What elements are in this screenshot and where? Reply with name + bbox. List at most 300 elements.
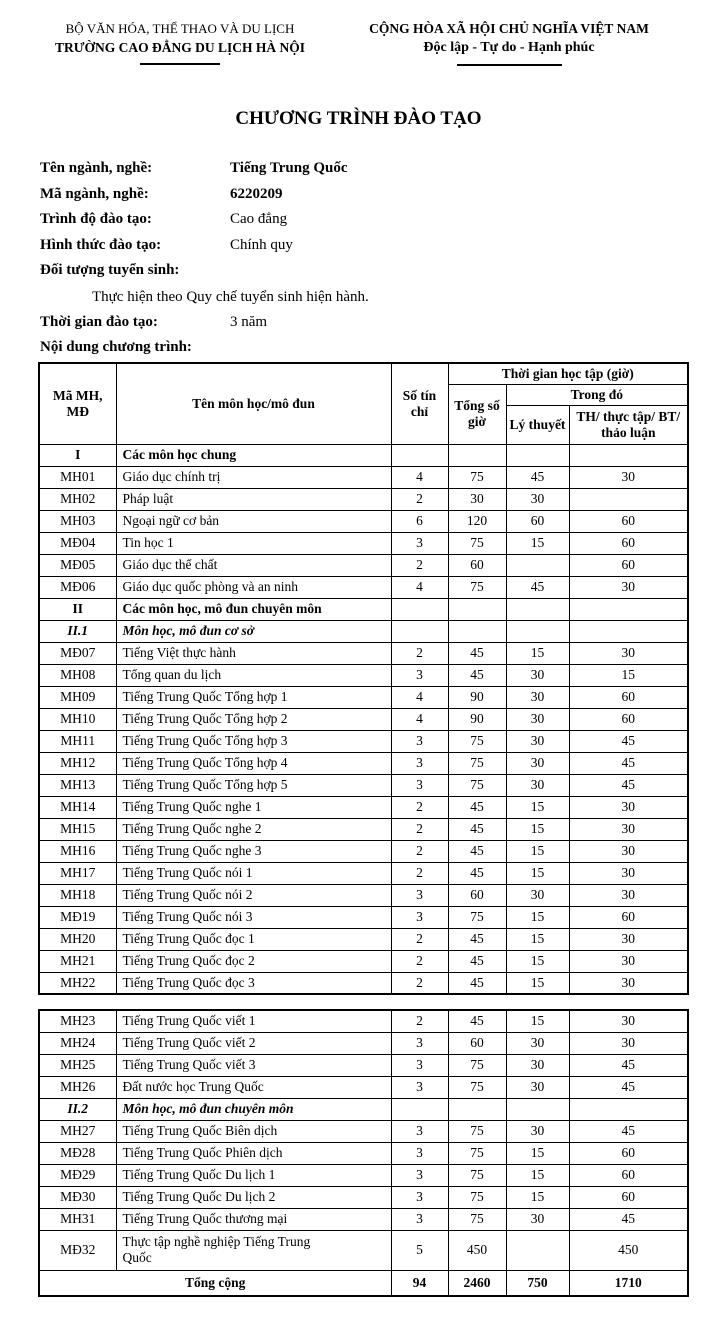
cell-code: MĐ05: [39, 554, 116, 576]
cell-name: Tiếng Trung Quốc Tổng hợp 3: [116, 730, 391, 752]
cell-practice: 30: [569, 972, 688, 994]
cell-name: Tiếng Trung Quốc Du lịch 1: [116, 1164, 391, 1186]
table-row: [39, 906, 688, 928]
cell-credits: 3: [391, 1120, 448, 1142]
meta-line: [40, 233, 690, 259]
cell-total: 75: [448, 466, 506, 488]
table-row: [39, 642, 688, 664]
cell-total: 45: [448, 840, 506, 862]
cell-total: [448, 444, 506, 466]
cell-name: Tiếng Trung Quốc nghe 3: [116, 840, 391, 862]
cell-total: 75: [448, 752, 506, 774]
cell-theory: 15: [506, 1010, 569, 1032]
cell-practice: 60: [569, 510, 688, 532]
cell-name: Tiếng Trung Quốc nói 2: [116, 884, 391, 906]
cell-name: Tổng quan du lịch: [116, 664, 391, 686]
cell-practice: 30: [569, 950, 688, 972]
cell-total: 75: [448, 774, 506, 796]
cell-credits: 2: [391, 862, 448, 884]
cell-theory: 30: [506, 884, 569, 906]
cell-total: 75: [448, 730, 506, 752]
cell-total: 45: [448, 972, 506, 994]
cell-code: MH12: [39, 752, 116, 774]
cell-total: 75: [448, 576, 506, 598]
cell-code: MH14: [39, 796, 116, 818]
cell-code: MH16: [39, 840, 116, 862]
cell-theory: [506, 444, 569, 466]
cell-theory: [506, 620, 569, 642]
cell-code: MĐ07: [39, 642, 116, 664]
table-row: [39, 1142, 688, 1164]
cell-practice: 30: [569, 1010, 688, 1032]
cell-practice: 60: [569, 1164, 688, 1186]
col-header-time-group: Thời gian học tập (giờ): [448, 363, 688, 384]
table-row: [39, 1230, 688, 1270]
cell-code: II.1: [39, 620, 116, 642]
table-row: [39, 1164, 688, 1186]
cell-theory: 30: [506, 664, 569, 686]
cell-name: Môn học, mô đun cơ sở: [116, 620, 391, 642]
meta-line: [40, 156, 690, 182]
cell-credits: 3: [391, 906, 448, 928]
cell-practice: 15: [569, 664, 688, 686]
col-header-theory: Lý thuyết: [506, 405, 569, 444]
cell-code: MĐ29: [39, 1164, 116, 1186]
cell-practice: [569, 598, 688, 620]
cell-credits: [391, 598, 448, 620]
cell-theory: 45: [506, 576, 569, 598]
cell-code: MH08: [39, 664, 116, 686]
table-row: [39, 708, 688, 730]
cell-code: MH18: [39, 884, 116, 906]
cell-name: Các môn học chung: [116, 444, 391, 466]
cell-name: Giáo dục thể chất: [116, 554, 391, 576]
curriculum-table-part2: [38, 1009, 689, 1297]
cell-code: MH31: [39, 1208, 116, 1230]
table-row: [39, 818, 688, 840]
cell-name: Tin học 1: [116, 532, 391, 554]
cell-theory: 30: [506, 488, 569, 510]
cell-total: 75: [448, 1208, 506, 1230]
total-practice: 1710: [569, 1270, 688, 1296]
cell-code: MH03: [39, 510, 116, 532]
cell-total: 45: [448, 642, 506, 664]
table-row: [39, 554, 688, 576]
cell-practice: 45: [569, 1076, 688, 1098]
meta-label: Thời gian đào tạo:: [40, 313, 158, 330]
cell-name: Thực tập nghề nghiệp Tiếng Trung Quốc: [116, 1230, 391, 1270]
cell-total: 75: [448, 906, 506, 928]
table-row: [39, 774, 688, 796]
meta-value: Tiếng Trung Quốc: [230, 160, 348, 176]
cell-total: 45: [448, 862, 506, 884]
cell-name: Tiếng Trung Quốc nói 3: [116, 906, 391, 928]
table-header: [39, 363, 688, 444]
cell-practice: 60: [569, 532, 688, 554]
cell-total: [448, 598, 506, 620]
cell-total: 75: [448, 532, 506, 554]
cell-code: MĐ28: [39, 1142, 116, 1164]
cell-practice: 30: [569, 818, 688, 840]
cell-code: MH23: [39, 1010, 116, 1032]
program-metadata: [40, 156, 690, 361]
cell-practice: 45: [569, 730, 688, 752]
cell-code: MH17: [39, 862, 116, 884]
cell-total: 45: [448, 818, 506, 840]
national-title-block: [320, 20, 698, 66]
cell-total: 75: [448, 1120, 506, 1142]
cell-code: I: [39, 444, 116, 466]
table-row: [39, 576, 688, 598]
cell-total: 60: [448, 884, 506, 906]
cell-practice: 45: [569, 1054, 688, 1076]
cell-credits: 4: [391, 708, 448, 730]
cell-code: MH15: [39, 818, 116, 840]
cell-total: 45: [448, 1010, 506, 1032]
cell-credits: 2: [391, 796, 448, 818]
cell-name: Tiếng Trung Quốc viết 2: [116, 1032, 391, 1054]
cell-theory: 30: [506, 730, 569, 752]
cell-credits: 3: [391, 1208, 448, 1230]
cell-total: 45: [448, 664, 506, 686]
cell-credits: 2: [391, 972, 448, 994]
cell-name: Tiếng Trung Quốc Biên dịch: [116, 1120, 391, 1142]
cell-practice: 60: [569, 1186, 688, 1208]
cell-total: 45: [448, 950, 506, 972]
header-divider-left: [140, 63, 220, 65]
cell-practice: [569, 1098, 688, 1120]
cell-practice: 45: [569, 1208, 688, 1230]
cell-credits: [391, 1098, 448, 1120]
meta-line: [40, 182, 690, 208]
table-row: [39, 510, 688, 532]
table-row: [39, 466, 688, 488]
curriculum-table-part1: [38, 362, 689, 995]
header-divider-right: [457, 64, 562, 66]
cell-name: Đất nước học Trung Quốc: [116, 1076, 391, 1098]
cell-credits: 2: [391, 554, 448, 576]
cell-code: MH09: [39, 686, 116, 708]
cell-total: 90: [448, 708, 506, 730]
school-name: TRƯỜNG CAO ĐẲNG DU LỊCH HÀ NỘI: [54, 40, 305, 55]
cell-total: 30: [448, 488, 506, 510]
cell-theory: 15: [506, 1164, 569, 1186]
meta-label: Nội dung chương trình:: [40, 339, 192, 355]
country-name: CỘNG HÒA XÃ HỘI CHỦ NGHĨA VIỆT NAM: [369, 21, 649, 36]
table-row: [39, 972, 688, 994]
cell-practice: 60: [569, 686, 688, 708]
meta-line: [40, 335, 690, 361]
cell-theory: 15: [506, 532, 569, 554]
cell-name: Tiếng Trung Quốc đọc 1: [116, 928, 391, 950]
cell-theory: 15: [506, 1186, 569, 1208]
cell-practice: 45: [569, 752, 688, 774]
cell-code: MH27: [39, 1120, 116, 1142]
cell-code: MH21: [39, 950, 116, 972]
cell-name: Tiếng Trung Quốc đọc 2: [116, 950, 391, 972]
total-total: 2460: [448, 1270, 506, 1296]
cell-credits: 3: [391, 1186, 448, 1208]
meta-line: [40, 258, 690, 284]
cell-credits: 3: [391, 730, 448, 752]
cell-practice: 30: [569, 576, 688, 598]
col-header-practice: TH/ thực tập/ BT/ thảo luận: [569, 405, 688, 444]
cell-code: MĐ32: [39, 1230, 116, 1270]
cell-credits: 3: [391, 884, 448, 906]
cell-name: Tiếng Trung Quốc Tổng hợp 2: [116, 708, 391, 730]
cell-name: Tiếng Trung Quốc thương mại: [116, 1208, 391, 1230]
table-row: [39, 862, 688, 884]
cell-theory: 15: [506, 840, 569, 862]
cell-theory: [506, 598, 569, 620]
cell-credits: 5: [391, 1230, 448, 1270]
col-header-name: Tên môn học/mô đun: [116, 363, 391, 444]
table-row: [39, 730, 688, 752]
table-row: [39, 664, 688, 686]
meta-value: 6220209: [230, 185, 283, 202]
cell-code: MĐ06: [39, 576, 116, 598]
cell-code: MH20: [39, 928, 116, 950]
cell-credits: 3: [391, 1142, 448, 1164]
table-row: [39, 1076, 688, 1098]
cell-credits: 2: [391, 950, 448, 972]
cell-name: Ngoại ngữ cơ bản: [116, 510, 391, 532]
cell-practice: 30: [569, 862, 688, 884]
cell-name: Tiếng Trung Quốc Tổng hợp 4: [116, 752, 391, 774]
cell-theory: 15: [506, 796, 569, 818]
cell-code: MH01: [39, 466, 116, 488]
cell-code: MĐ04: [39, 532, 116, 554]
cell-name: Pháp luật: [116, 488, 391, 510]
table-row: [39, 1032, 688, 1054]
total-label: Tổng cộng: [39, 1270, 391, 1296]
table-total-row: [39, 1270, 688, 1296]
cell-theory: 45: [506, 466, 569, 488]
national-motto: Độc lập - Tự do - Hạnh phúc: [423, 40, 595, 55]
col-header-credits: Số tín chỉ: [391, 363, 448, 444]
table-row: [39, 1054, 688, 1076]
cell-practice: 60: [569, 708, 688, 730]
cell-practice: 60: [569, 554, 688, 576]
cell-theory: 30: [506, 1032, 569, 1054]
cell-total: [448, 1098, 506, 1120]
issuing-agency-block: [0, 20, 360, 65]
cell-code: MH26: [39, 1076, 116, 1098]
cell-total: 120: [448, 510, 506, 532]
cell-practice: 30: [569, 884, 688, 906]
table-row: [39, 884, 688, 906]
cell-practice: 450: [569, 1230, 688, 1270]
cell-total: 60: [448, 1032, 506, 1054]
table-row: [39, 488, 688, 510]
cell-theory: 15: [506, 642, 569, 664]
meta-label: Hình thức đào tạo:: [40, 236, 162, 253]
cell-theory: 30: [506, 708, 569, 730]
cell-credits: 3: [391, 1076, 448, 1098]
page-title: CHƯƠNG TRÌNH ĐÀO TẠO: [235, 108, 482, 129]
total-credits: 94: [391, 1270, 448, 1296]
cell-credits: 3: [391, 752, 448, 774]
meta-label: Tên ngành, nghề:: [40, 160, 153, 176]
cell-credits: 4: [391, 466, 448, 488]
cell-name: Tiếng Trung Quốc Du lịch 2: [116, 1186, 391, 1208]
cell-theory: 60: [506, 510, 569, 532]
cell-code: MH02: [39, 488, 116, 510]
table-row: [39, 620, 688, 642]
cell-code: MĐ30: [39, 1186, 116, 1208]
cell-code: MH24: [39, 1032, 116, 1054]
cell-credits: 3: [391, 1032, 448, 1054]
cell-theory: 30: [506, 1208, 569, 1230]
cell-code: MH10: [39, 708, 116, 730]
cell-name: Tiếng Trung Quốc Phiên dịch: [116, 1142, 391, 1164]
cell-practice: 30: [569, 1032, 688, 1054]
col-header-code: Mã MH, MĐ: [39, 363, 116, 444]
cell-practice: 60: [569, 906, 688, 928]
cell-name: Tiếng Trung Quốc nói 1: [116, 862, 391, 884]
cell-credits: 3: [391, 1164, 448, 1186]
cell-practice: 30: [569, 840, 688, 862]
cell-total: 75: [448, 1142, 506, 1164]
cell-practice: 30: [569, 466, 688, 488]
meta-line: [40, 310, 690, 336]
table-row: [39, 1208, 688, 1230]
cell-name: Tiếng Trung Quốc viết 1: [116, 1010, 391, 1032]
cell-name: Tiếng Trung Quốc Tổng hợp 1: [116, 686, 391, 708]
cell-total: 60: [448, 554, 506, 576]
cell-credits: 4: [391, 686, 448, 708]
cell-name: Các môn học, mô đun chuyên môn: [116, 598, 391, 620]
cell-name: Giáo dục chính trị: [116, 466, 391, 488]
cell-name: Giáo dục quốc phòng và an ninh: [116, 576, 391, 598]
cell-name: Tiếng Việt thực hành: [116, 642, 391, 664]
cell-theory: 30: [506, 1054, 569, 1076]
cell-total: 75: [448, 1186, 506, 1208]
cell-total: 75: [448, 1076, 506, 1098]
table-row: [39, 1120, 688, 1142]
cell-theory: 15: [506, 950, 569, 972]
table-row: [39, 598, 688, 620]
cell-practice: [569, 620, 688, 642]
cell-theory: 30: [506, 774, 569, 796]
meta-label: Đối tượng tuyển sinh:: [40, 262, 180, 278]
ministry-name: BỘ VĂN HÓA, THỂ THAO VÀ DU LỊCH: [65, 21, 295, 36]
cell-credits: 6: [391, 510, 448, 532]
meta-label: Mã ngành, nghề:: [40, 185, 149, 202]
cell-practice: 45: [569, 774, 688, 796]
cell-credits: 2: [391, 928, 448, 950]
cell-total: 90: [448, 686, 506, 708]
cell-credits: 3: [391, 774, 448, 796]
cell-practice: [569, 488, 688, 510]
cell-name: Tiếng Trung Quốc Tổng hợp 5: [116, 774, 391, 796]
cell-practice: [569, 444, 688, 466]
table-row: [39, 928, 688, 950]
cell-name: Môn học, mô đun chuyên môn: [116, 1098, 391, 1120]
meta-value: Chính quy: [230, 236, 293, 253]
cell-name: Tiếng Trung Quốc viết 3: [116, 1054, 391, 1076]
cell-theory: 15: [506, 1142, 569, 1164]
admission-note: Thực hiện theo Quy chế tuyển sinh hiện hành.: [92, 288, 369, 305]
meta-line: [40, 207, 690, 233]
cell-theory: [506, 554, 569, 576]
table-row: [39, 1010, 688, 1032]
col-header-total-hours: Tổng số giờ: [448, 384, 506, 444]
curriculum-table-wrap: [38, 362, 687, 1297]
cell-total: 45: [448, 928, 506, 950]
table-row: [39, 950, 688, 972]
cell-practice: 45: [569, 1120, 688, 1142]
cell-total: 45: [448, 796, 506, 818]
cell-theory: 30: [506, 1120, 569, 1142]
cell-total: [448, 620, 506, 642]
table-row: [39, 752, 688, 774]
cell-theory: [506, 1230, 569, 1270]
cell-theory: 15: [506, 818, 569, 840]
cell-practice: 30: [569, 928, 688, 950]
cell-practice: 30: [569, 796, 688, 818]
meta-value: Cao đẳng: [230, 211, 288, 227]
cell-credits: 2: [391, 488, 448, 510]
cell-total: 450: [448, 1230, 506, 1270]
table-row: [39, 1098, 688, 1120]
cell-practice: 30: [569, 642, 688, 664]
cell-theory: 15: [506, 972, 569, 994]
cell-name: Tiếng Trung Quốc nghe 2: [116, 818, 391, 840]
cell-credits: [391, 620, 448, 642]
cell-total: 75: [448, 1164, 506, 1186]
cell-credits: 2: [391, 840, 448, 862]
cell-credits: 3: [391, 532, 448, 554]
table-row: [39, 444, 688, 466]
table-row: [39, 686, 688, 708]
total-theory: 750: [506, 1270, 569, 1296]
table-row: [39, 532, 688, 554]
cell-name: Tiếng Trung Quốc nghe 1: [116, 796, 391, 818]
cell-code: II: [39, 598, 116, 620]
cell-credits: [391, 444, 448, 466]
cell-theory: 30: [506, 686, 569, 708]
cell-code: II.2: [39, 1098, 116, 1120]
table-row: [39, 1186, 688, 1208]
col-header-in-which: Trong đó: [506, 384, 688, 405]
cell-credits: 2: [391, 1010, 448, 1032]
cell-code: MĐ19: [39, 906, 116, 928]
table-row: [39, 840, 688, 862]
cell-credits: 2: [391, 642, 448, 664]
meta-label: Trình độ đào tạo:: [40, 211, 152, 227]
cell-code: MH22: [39, 972, 116, 994]
cell-total: 75: [448, 1054, 506, 1076]
cell-practice: 60: [569, 1142, 688, 1164]
cell-credits: 2: [391, 818, 448, 840]
cell-credits: 4: [391, 576, 448, 598]
cell-code: MH25: [39, 1054, 116, 1076]
meta-value: 3 năm: [230, 313, 268, 330]
cell-theory: 15: [506, 906, 569, 928]
cell-theory: [506, 1098, 569, 1120]
cell-theory: 15: [506, 862, 569, 884]
cell-code: MH13: [39, 774, 116, 796]
cell-credits: 3: [391, 664, 448, 686]
cell-theory: 15: [506, 928, 569, 950]
cell-theory: 30: [506, 1076, 569, 1098]
cell-credits: 3: [391, 1054, 448, 1076]
table-row: [39, 796, 688, 818]
cell-code: MH11: [39, 730, 116, 752]
cell-name: Tiếng Trung Quốc đọc 3: [116, 972, 391, 994]
cell-theory: 30: [506, 752, 569, 774]
